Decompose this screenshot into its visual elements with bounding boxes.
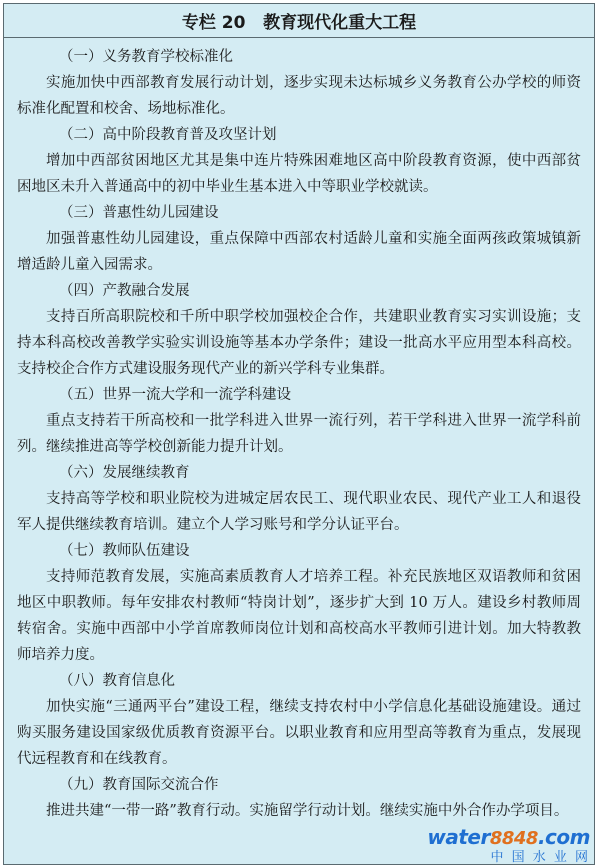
section-heading: （七）教师队伍建设 (59, 543, 190, 559)
section-paragraph: 实施加快中西部教育发展行动计划，逐步实现未达标城乡义务教育公办学校的师资标准化配置和校舍、场地标准化。 (17, 75, 581, 117)
section-paragraph: 推进共建“一带一路”教育行动。实施留学行动计划。继续实施中外合作办学项目。 (46, 803, 569, 819)
watermark-logo (427, 825, 594, 865)
watermark-brand: water8848.com (427, 825, 590, 849)
section-heading: （三）普惠性幼儿园建设 (59, 205, 219, 221)
column-label: 专栏 20 (181, 13, 246, 33)
section-paragraph: 支持师范教育发展，实施高素质教育人才培养工程。补充民族地区双语教师和贫困地区中职教师。每年安排农村教师“特岗计划”，逐步扩大到 10 万人。建设乡村教师周转宿舍。实施中西部中小学首席教师岗位计划和高校高水平教师引进计划。加大特教教师培养力度。 (17, 569, 581, 663)
section-paragraph: 支持百所高职院校和千所中职学校加强校企合作，共建职业教育实习实训设施；支持本科高校改善教学实验实训设施等基本办学条件；建设一批高水平应用型本科高校。支持校企合作方式建设服务现代产业的新兴学科专业集群。 (17, 309, 581, 377)
section-paragraph: 加强普惠性幼儿园建设，重点保障中西部农村适龄儿童和实施全面两孩政策城镇新增适龄儿童入园需求。 (17, 231, 581, 273)
section-paragraph: 重点支持若干所高校和一批学科进入世界一流行列，若干学科进入世界一流学科前列。继续推进高等学校创新能力提升计划。 (17, 413, 581, 455)
column-title (4, 4, 594, 38)
watermark-subtitle: 中 国 水 业 网 (490, 850, 590, 865)
section-heading: （九）教育国际交流合作 (59, 777, 219, 793)
section-paragraph: 加快实施“三通两平台”建设工程，继续支持农村中小学信息化基础设施建设。通过购买服务建设国家级优质教育资源平台。以职业教育和应用型高等教育为重点，发展现代远程教育和在线教育。 (17, 699, 581, 767)
section-heading: （一）义务教育学校标准化 (59, 49, 233, 65)
section-heading: （二）高中阶段教育普及攻坚计划 (59, 127, 277, 143)
section-heading: （八）教育信息化 (59, 673, 175, 689)
column-content (4, 38, 594, 824)
section-paragraph: 支持高等学校和职业院校为进城定居农民工、现代职业农民、现代产业工人和退役军人提供继续教育培训。建立个人学习账号和学分认证平台。 (17, 491, 581, 533)
column-box (3, 3, 595, 865)
column-title-text: 教育现代化重大工程 (263, 13, 417, 33)
section-heading: （五）世界一流大学和一流学科建设 (59, 387, 291, 403)
section-heading: （六）发展继续教育 (59, 465, 190, 481)
section-paragraph: 增加中西部贫困地区尤其是集中连片特殊困难地区高中阶段教育资源，使中西部贫困地区未升入普通高中的初中毕业生基本进入中等职业学校就读。 (17, 153, 581, 195)
section-heading: （四）产教融合发展 (59, 283, 190, 299)
